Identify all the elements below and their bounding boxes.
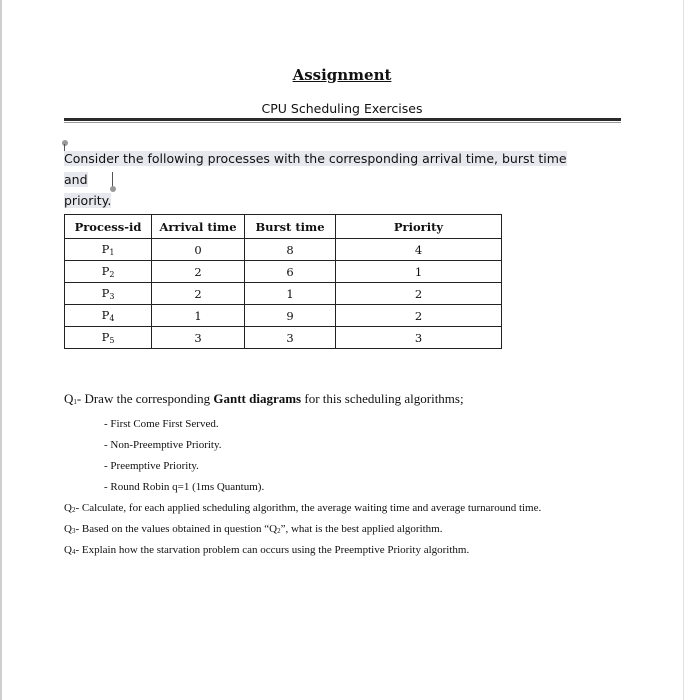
document-title: Assignment (292, 66, 392, 84)
question-4: Q4- Explain how the starvation problem can occurs using the Preemptive Priority algorithm. (64, 544, 470, 556)
cell-priority: 3 (336, 327, 502, 349)
header-priority: Priority (336, 215, 502, 239)
selection-start-handle[interactable] (62, 140, 68, 146)
question-2: Q2- Calculate, for each applied scheduling algorithm, the average waiting time and average turnaround time. (64, 502, 542, 514)
questions-section (64, 390, 664, 561)
cell-arrival: 0 (152, 239, 245, 261)
cell-burst: 1 (245, 283, 336, 305)
table-row (65, 261, 502, 283)
question-3: Q3- Based on the values obtained in question “Q2”, what is the best applied algorithm. (64, 523, 443, 535)
document-subtitle: CPU Scheduling Exercises (261, 101, 423, 116)
algorithm-preemptive-priority: - Preemptive Priority. (104, 460, 199, 472)
cell-pid: $P_1$ (65, 239, 152, 261)
cell-arrival: 3 (152, 327, 245, 349)
cell-priority: 2 (336, 283, 502, 305)
cell-burst: 6 (245, 261, 336, 283)
cell-priority: 1 (336, 261, 502, 283)
cell-pid: $P_4$ (65, 305, 152, 327)
cell-priority: 4 (336, 239, 502, 261)
cell-burst: 9 (245, 305, 336, 327)
cell-pid: $P_5$ (65, 327, 152, 349)
header-arrival-time: Arrival time (152, 215, 245, 239)
cell-burst: 3 (245, 327, 336, 349)
selection-end-handle[interactable] (110, 186, 116, 192)
intro-line-2: priority. (64, 193, 112, 208)
cell-arrival: 2 (152, 261, 245, 283)
table-row (65, 305, 502, 327)
table-row (65, 327, 502, 349)
intro-paragraph[interactable] (64, 148, 594, 211)
cell-pid: $P_2$ (65, 261, 152, 283)
cell-burst: 8 (245, 239, 336, 261)
cell-pid: $P_3$ (65, 283, 152, 305)
header-process-id: Process-id (65, 215, 152, 239)
table-header-row (65, 215, 502, 239)
header-rule (64, 118, 621, 121)
cell-arrival: 1 (152, 305, 245, 327)
cell-priority: 2 (336, 305, 502, 327)
table-row (65, 239, 502, 261)
cell-arrival: 2 (152, 283, 245, 305)
algorithm-round-robin: - Round Robin q=1 (1ms Quantum). (104, 481, 265, 493)
intro-line-1: Consider the following processes with the corresponding arrival time, burst time and (64, 151, 567, 187)
process-table (64, 214, 502, 349)
question-1: Q1- Draw the corresponding Gantt diagrams for this scheduling algorithms; (64, 391, 464, 406)
header-burst-time: Burst time (245, 215, 336, 239)
table-row (65, 283, 502, 305)
algorithm-fcfs: - First Come First Served. (104, 418, 219, 430)
header-rule-thin (64, 122, 621, 123)
algorithm-non-preemptive-priority: - Non-Preemptive Priority. (104, 439, 222, 451)
